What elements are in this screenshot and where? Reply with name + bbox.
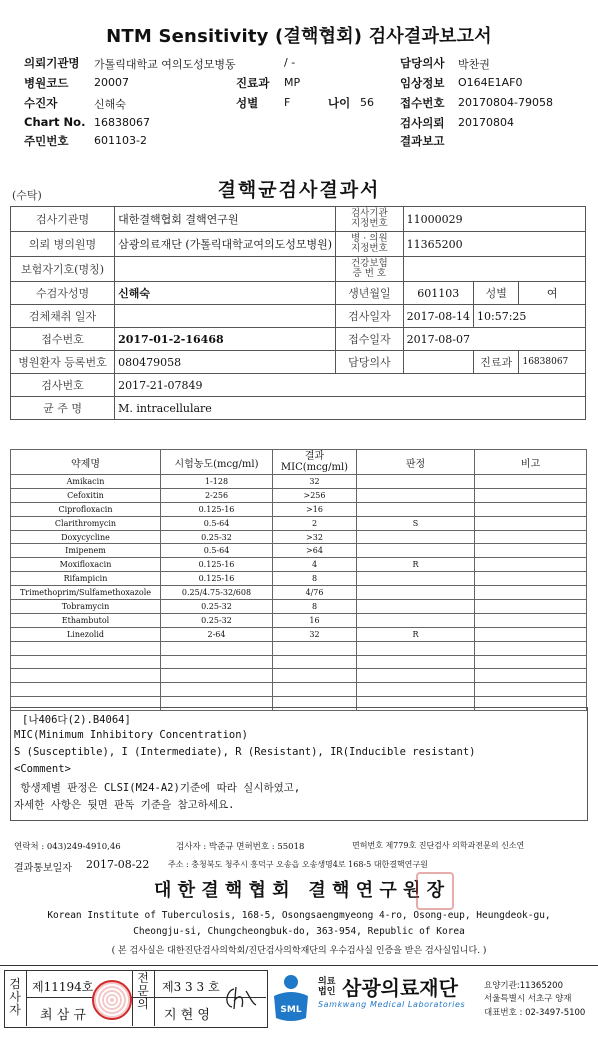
clinical-info-value: O164E1AF0	[458, 76, 523, 89]
sml-logo-text: SML	[280, 1005, 302, 1015]
info-row	[11, 207, 586, 232]
note-line: MIC(Minimum Inhibitory Concentration)	[14, 729, 248, 741]
info-value: 2017-08-07	[403, 328, 585, 351]
cell-judge: R	[357, 627, 475, 641]
cell-note	[475, 613, 587, 627]
specialist-license-no: 제3 3 3 호	[162, 980, 220, 994]
cell-drug: Doxycycline	[11, 530, 161, 544]
info-label: 접수일자	[336, 328, 404, 351]
info-value: 2017-21-07849	[115, 374, 586, 397]
table-row	[11, 627, 587, 641]
chart-no-label: Chart No.	[24, 115, 86, 129]
note-line: <Comment>	[14, 763, 71, 775]
table-row	[11, 475, 587, 489]
table-row	[11, 586, 587, 600]
request-date-label: 검사의뢰	[400, 116, 445, 130]
cell-drug: Tobramycin	[11, 600, 161, 614]
receipt-no-value: 20170804-79058	[458, 96, 553, 109]
institute-address-en-2: Cheongju-si, Chungcheongbuk-do, 363-954, Republic of Korea	[133, 926, 465, 937]
column-header: 판정	[357, 450, 475, 475]
report-date-label: 결과통보일자	[14, 863, 72, 874]
info-value: 10:57:25	[474, 305, 586, 328]
divider	[132, 970, 133, 1026]
table-row	[11, 572, 587, 586]
empty-cell	[357, 641, 475, 655]
specialist-name: 지 현 영	[164, 1008, 210, 1023]
empty-cell	[11, 655, 161, 669]
empty-cell	[273, 683, 357, 697]
cell-mic: >64	[273, 544, 357, 558]
hospital-code-label: 병원코드	[24, 76, 69, 90]
consignment-stamp: (수탁)	[12, 189, 42, 202]
examiner-name: 최 삼 규	[40, 1008, 86, 1023]
cell-judge	[357, 600, 475, 614]
cell-note	[475, 488, 587, 502]
table-row	[11, 613, 587, 627]
info-value: 601103	[403, 282, 473, 305]
info-value: 2017-08-14	[403, 305, 473, 328]
info-label: 검사번호	[11, 374, 115, 397]
table-row-empty	[11, 641, 587, 655]
info-label: 담당의사	[336, 351, 404, 374]
org-info-line: 서울특별시 서초구 양재	[484, 994, 572, 1004]
info-label: 검사일자	[336, 305, 404, 328]
info-label: 수검자성명	[11, 282, 115, 305]
info-label: 병원환자 등록번호	[11, 351, 115, 374]
cell-note	[475, 530, 587, 544]
examiner-license-no: 제11194호	[32, 980, 94, 994]
request-date-value: 20170804	[458, 116, 514, 129]
cell-mic: >32	[273, 530, 357, 544]
table-header-row	[11, 450, 587, 475]
cell-judge	[357, 502, 475, 516]
cell-note	[475, 475, 587, 489]
table-row	[11, 558, 587, 572]
license-text: 면허번호 제779호 진단검사 의학과전문의 신소연	[352, 841, 525, 850]
cell-range: 0.25-32	[161, 600, 273, 614]
certification-text: ( 본 검사실은 대한진단검사의학회/진단검사의학재단의 우수검사실 인증을 받은 검사실입니다. )	[111, 946, 487, 956]
cell-range: 0.125-16	[161, 558, 273, 572]
page-title: NTM Sensitivity (결핵협회) 검사결과보고서	[106, 26, 492, 47]
cell-mic: 16	[273, 613, 357, 627]
org-info-line: 대표번호 : 02-3497-5100	[484, 1008, 586, 1018]
info-label: 검체채취 일자	[11, 305, 115, 328]
cell-range: 2-256	[161, 488, 273, 502]
sml-logo-icon	[270, 972, 312, 1024]
cell-mic: 4/76	[273, 586, 357, 600]
examiner-text: 검사자 : 박준규 면허번호 : 55018	[176, 842, 305, 852]
cell-mic: 8	[273, 572, 357, 586]
cell-note	[475, 502, 587, 516]
table-row	[11, 502, 587, 516]
info-value: 16838067	[519, 351, 586, 374]
info-label: 생년월일	[336, 282, 404, 305]
info-row	[11, 374, 586, 397]
empty-cell	[273, 641, 357, 655]
cell-note	[475, 516, 587, 530]
hospital-label: 의뢰기관명	[24, 56, 80, 70]
cell-note	[475, 586, 587, 600]
cell-drug: Cefoxitin	[11, 488, 161, 502]
info-value: 삼광의료재단 (가톨릭대학교여의도성모병원)	[115, 232, 336, 257]
cell-range: 1-128	[161, 475, 273, 489]
org-prefix: 의료 법인	[318, 977, 336, 997]
org-name-en: Samkwang Medical Laboratories	[318, 1000, 466, 1009]
sex-label: 성별	[236, 96, 259, 110]
cell-range: 0.25-32	[161, 530, 273, 544]
info-value: 여	[519, 282, 586, 305]
cell-note	[475, 558, 587, 572]
empty-cell	[475, 655, 587, 669]
cell-judge	[357, 572, 475, 586]
table-row	[11, 516, 587, 530]
note-line: 항생제별 판정은 CLSI(M24-A2)기준에 따라 실시하였고,	[14, 782, 301, 794]
empty-cell	[161, 669, 273, 683]
info-label: 검사기관 지정번호	[336, 207, 404, 232]
empty-cell	[357, 669, 475, 683]
cell-judge: S	[357, 516, 475, 530]
note-line: [나406다(2).B4064]	[22, 714, 131, 726]
clinical-info-label: 임상정보	[400, 76, 445, 90]
info-value	[403, 257, 585, 282]
cell-judge	[357, 586, 475, 600]
info-row	[11, 257, 586, 282]
cell-note	[475, 572, 587, 586]
cell-drug: Imipenem	[11, 544, 161, 558]
specialist-side-label: 전문의	[137, 971, 149, 1011]
cell-drug: Moxifloxacin	[11, 558, 161, 572]
info-value: 신해숙	[115, 282, 336, 305]
empty-cell	[161, 683, 273, 697]
patient-label: 수진자	[24, 96, 58, 110]
empty-cell	[161, 655, 273, 669]
examiner-seal-icon	[92, 980, 132, 1020]
cell-note	[475, 544, 587, 558]
cell-range: 0.5-64	[161, 544, 273, 558]
empty-cell	[11, 669, 161, 683]
info-row	[11, 282, 586, 305]
info-label: 의뢰 병의원명	[11, 232, 115, 257]
empty-cell	[273, 655, 357, 669]
info-value: 2017-01-2-16468	[115, 328, 336, 351]
divider	[154, 970, 155, 1026]
age-label: 나이	[328, 96, 351, 110]
cell-judge	[357, 530, 475, 544]
resident-no-label: 주민번호	[24, 134, 69, 148]
cell-judge	[357, 613, 475, 627]
chart-no-value: 16838067	[94, 116, 150, 129]
cell-mic: 32	[273, 627, 357, 641]
cell-mic: >16	[273, 502, 357, 516]
info-value	[115, 305, 336, 328]
column-header: 시험농도(mcg/ml)	[161, 450, 273, 475]
patient-value: 신해숙	[94, 98, 126, 111]
cell-drug: Trimethoprim/Sulfamethoxazole	[11, 586, 161, 600]
empty-cell	[161, 641, 273, 655]
department-value: MP	[284, 76, 301, 89]
empty-cell	[475, 641, 587, 655]
info-value: 080479058	[115, 351, 336, 374]
report-date-value: 2017-08-22	[86, 858, 150, 871]
info-label: 건강보험 증 번 호	[336, 257, 404, 282]
department-label: 진료과	[236, 76, 270, 90]
empty-cell	[11, 683, 161, 697]
cell-range: 0.5-64	[161, 516, 273, 530]
cell-drug: Rifampicin	[11, 572, 161, 586]
empty-cell	[357, 683, 475, 697]
table-row	[11, 600, 587, 614]
note-line: 자세한 사항은 뒷면 판독 기준을 참고하세요.	[14, 799, 235, 811]
institute-name: 대 한 결 핵 협 회 결 핵 연 구 원 장	[153, 880, 445, 901]
table-row	[11, 530, 587, 544]
cell-judge	[357, 475, 475, 489]
info-label: 균 주 명	[11, 397, 115, 420]
note-line: S (Susceptible), I (Intermediate), R (Resistant), IR(Inducible resistant)	[14, 746, 476, 758]
resident-no-value: 601103-2	[94, 134, 147, 147]
info-value: 11365200	[403, 232, 585, 257]
cell-drug: Ethambutol	[11, 613, 161, 627]
column-header: 약제명	[11, 450, 161, 475]
doctor-value: 박찬권	[458, 58, 490, 71]
info-label: 진료과	[474, 351, 519, 374]
report-date-label: 결과보고	[400, 134, 445, 148]
table-row	[11, 544, 587, 558]
info-value: 대한결핵협회 결핵연구원	[115, 207, 336, 232]
institute-address-en: Korean Institute of Tuberculosis, 168-5, Osongsaengmyeong 4-ro, Osong-eup, Heungdeok-gu,	[47, 910, 551, 921]
cell-drug: Linezolid	[11, 627, 161, 641]
info-label: 성별	[474, 282, 519, 305]
info-value	[115, 257, 336, 282]
cell-mic: >256	[273, 488, 357, 502]
cell-mic: 2	[273, 516, 357, 530]
report-title: 결핵균검사결과서	[217, 179, 381, 201]
table-row-empty	[11, 683, 587, 697]
info-label: 병 · 의원 지정번호	[336, 232, 404, 257]
cell-judge	[357, 488, 475, 502]
table-row-empty	[11, 655, 587, 669]
drug-sensitivity-table	[10, 449, 587, 711]
address-text: 주소 : 충청북도 청주시 흥덕구 오송읍 오송생명4로 168-5 대한결핵연구원	[168, 860, 428, 869]
info-row	[11, 305, 586, 328]
info-row	[11, 232, 586, 257]
cell-mic: 4	[273, 558, 357, 572]
info-value	[403, 351, 473, 374]
table-row-empty	[11, 669, 587, 683]
cell-drug: Ciprofloxacin	[11, 502, 161, 516]
cell-range: 0.125-16	[161, 572, 273, 586]
info-label: 접수번호	[11, 328, 115, 351]
info-row	[11, 351, 586, 374]
info-label: 검사기관명	[11, 207, 115, 232]
receipt-no-label: 접수번호	[400, 96, 445, 110]
contact-text: 연락처 : 043)249-4910,46	[14, 842, 121, 852]
org-info-line: 요양기관:11365200	[484, 981, 563, 991]
cell-range: 2-64	[161, 627, 273, 641]
hospital-value: 가톨릭대학교 여의도성모병동	[94, 58, 236, 71]
info-value: 11000029	[403, 207, 585, 232]
org-name: 삼광의료재단	[342, 976, 458, 1000]
sex-value: F	[284, 96, 291, 109]
cell-judge	[357, 544, 475, 558]
cell-mic: 32	[273, 475, 357, 489]
cell-range: 0.25-32	[161, 613, 273, 627]
cell-drug: Clarithromycin	[11, 516, 161, 530]
divider	[26, 970, 27, 1026]
table-row	[11, 488, 587, 502]
doctor-label: 담당의사	[400, 56, 445, 70]
info-label: 보험자기호(명칭)	[11, 257, 115, 282]
column-header: 비고	[475, 450, 587, 475]
cell-note	[475, 627, 587, 641]
empty-cell	[11, 641, 161, 655]
hospital-code-value: 20007	[94, 76, 129, 89]
institute-seal-icon	[416, 872, 454, 910]
cell-note	[475, 600, 587, 614]
patient-info-table	[10, 206, 586, 420]
age-value: 56	[360, 96, 374, 109]
empty-cell	[357, 655, 475, 669]
info-value: M. intracellulare	[115, 397, 586, 420]
cell-drug: Amikacin	[11, 475, 161, 489]
cell-range: 0.125-16	[161, 502, 273, 516]
info-row	[11, 328, 586, 351]
cell-judge: R	[357, 558, 475, 572]
empty-cell	[475, 683, 587, 697]
examiner-side-label: 검사자	[9, 977, 21, 1017]
cell-mic: 8	[273, 600, 357, 614]
info-row	[11, 397, 586, 420]
ward-value: / -	[284, 56, 296, 69]
specialist-signature-icon	[222, 983, 258, 1013]
empty-cell	[273, 669, 357, 683]
column-header: 결과 MIC(mcg/ml)	[273, 450, 357, 475]
empty-cell	[475, 669, 587, 683]
cell-range: 0.25/4.75-32/608	[161, 586, 273, 600]
